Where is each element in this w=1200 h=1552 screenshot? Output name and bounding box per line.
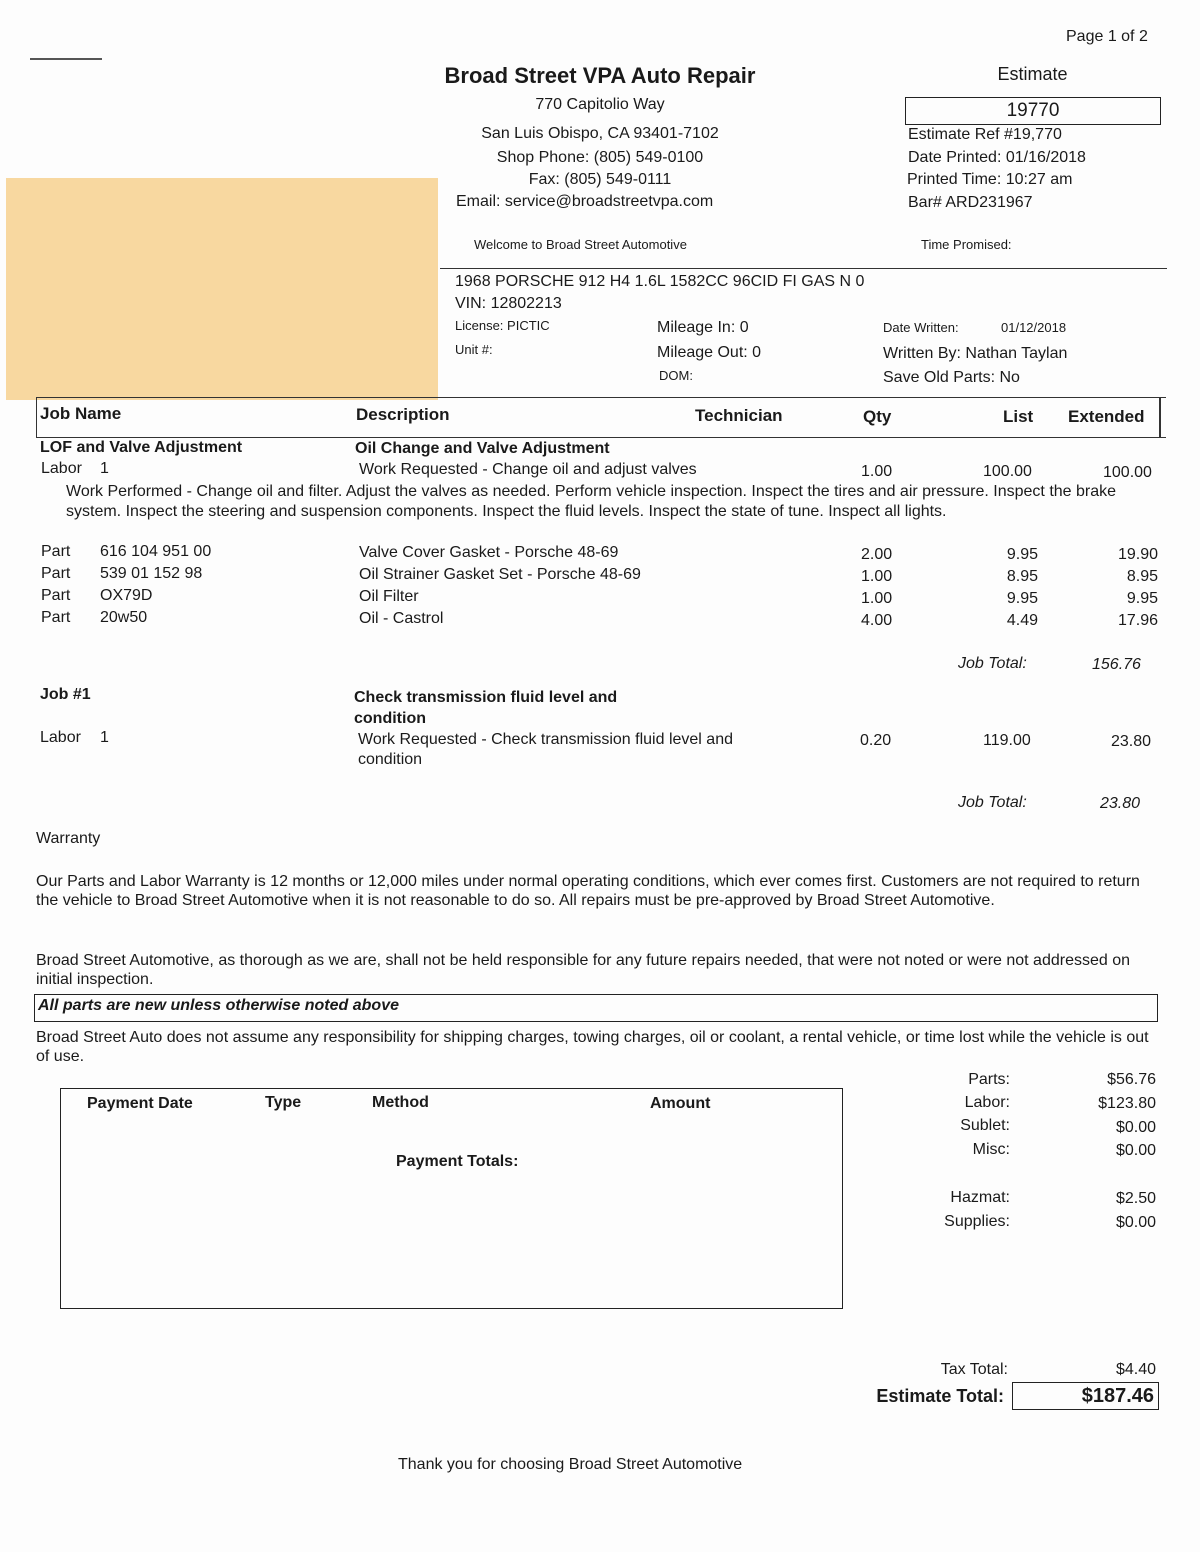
date-written-value: 01/12/2018 bbox=[1001, 320, 1067, 335]
time-promised: Time Promised: bbox=[921, 237, 1012, 252]
part-row-2-type: Part bbox=[41, 565, 71, 582]
job2-labor-list: 119.00 bbox=[983, 732, 1031, 749]
part-row-2-number: 539 01 152 98 bbox=[100, 565, 203, 582]
table-header-right-border bbox=[1159, 397, 1161, 437]
estimate-total-box bbox=[1012, 1382, 1159, 1410]
job2-total: 23.80 bbox=[1100, 795, 1141, 812]
job2-total-label: Job Total: bbox=[958, 794, 1027, 811]
written-by: Written By: Nathan Taylan bbox=[883, 345, 1068, 362]
welcome-message: Welcome to Broad Street Automotive bbox=[474, 237, 687, 252]
dom: DOM: bbox=[659, 368, 693, 383]
summary-misc-value: $0.00 bbox=[1115, 1142, 1156, 1159]
part-row-1-extended: 19.90 bbox=[1117, 546, 1158, 563]
table-header-top-line bbox=[36, 397, 1166, 398]
part-row-3-description: Oil Filter bbox=[359, 588, 419, 605]
job1-total: 156.76 bbox=[1092, 656, 1141, 673]
job1-work-performed: Work Performed - Change oil and filter. Adjust the valves as needed. Perform vehicle inspection. Inspect the tires and air pressure. Inspect the brake system. Inspect the steering and suspension components. Inspect the fluid levels. Inspect the state of tune. Inspect all lights. bbox=[66, 483, 1117, 520]
vehicle-unit: Unit #: bbox=[455, 342, 493, 357]
liability-text: Broad Street Automotive, as thorough as we are, shall not be held responsible for any future repairs needed, that were not noted or were not addressed on initial inspection. bbox=[36, 952, 1131, 988]
summary-hazmat-label: Hazmat: bbox=[950, 1189, 1010, 1206]
header-technician: Technician bbox=[695, 406, 783, 425]
part-row-3-type: Part bbox=[41, 587, 71, 604]
job1-labor-number: 1 bbox=[100, 460, 109, 477]
header-job-name: Job Name bbox=[40, 404, 122, 423]
payment-method-header: Method bbox=[372, 1094, 429, 1111]
part-row-1-number: 616 104 951 00 bbox=[100, 543, 212, 560]
part-row-1-list: 9.95 bbox=[1006, 546, 1038, 563]
part-row-3-extended: 9.95 bbox=[1126, 590, 1158, 607]
estimate-number: 19770 bbox=[1006, 100, 1060, 121]
part-row-4-type: Part bbox=[41, 609, 71, 626]
warranty-title: Warranty bbox=[36, 830, 101, 847]
summary-supplies-value: $0.00 bbox=[1115, 1214, 1156, 1231]
footer-thanks: Thank you for choosing Broad Street Automotive bbox=[398, 1456, 743, 1473]
estimate-total-label: Estimate Total: bbox=[876, 1386, 1004, 1406]
part-row-4-number: 20w50 bbox=[100, 609, 148, 626]
summary-supplies-label: Supplies: bbox=[944, 1213, 1010, 1230]
shop-name: Broad Street VPA Auto Repair bbox=[444, 63, 756, 88]
payment-type-header: Type bbox=[265, 1094, 302, 1111]
header-list: List bbox=[1003, 407, 1034, 426]
part-row-1-qty: 2.00 bbox=[861, 546, 893, 563]
estimate-ref: Estimate Ref #19,770 bbox=[908, 126, 1062, 143]
vehicle-license: License: PICTIC bbox=[455, 318, 550, 333]
summary-hazmat-value: $2.50 bbox=[1115, 1190, 1156, 1207]
part-row-4-qty: 4.00 bbox=[861, 612, 893, 629]
vehicle-vin: VIN: 12802213 bbox=[455, 295, 562, 312]
shipping-text: Broad Street Auto does not assume any responsibility for shipping charges, towing charges, oil or coolant, a rental vehicle, or time lost while the vehicle is out of use. bbox=[36, 1029, 1149, 1065]
job2-labor-label: Labor bbox=[40, 729, 81, 746]
job1-labor-list: 100.00 bbox=[983, 463, 1032, 480]
job2-title: Check transmission fluid level and condition bbox=[354, 689, 618, 727]
part-row-2-qty: 1.00 bbox=[861, 568, 893, 585]
date-printed: Date Printed: 01/16/2018 bbox=[908, 149, 1086, 166]
mileage-in: Mileage In: 0 bbox=[657, 319, 749, 336]
table-header-left-border bbox=[36, 397, 37, 437]
job1-labor-description: Work Requested - Change oil and adjust valves bbox=[359, 461, 697, 478]
job1-labor-extended: 100.00 bbox=[1103, 464, 1152, 481]
job2-labor-extended: 23.80 bbox=[1111, 733, 1152, 750]
save-old-parts: Save Old Parts: No bbox=[883, 369, 1020, 386]
shop-address-line1: 770 Capitolio Way bbox=[535, 96, 665, 113]
part-row-2-extended: 8.95 bbox=[1126, 568, 1158, 585]
date-written-label: Date Written: bbox=[883, 320, 959, 335]
payment-amount-header: Amount bbox=[650, 1095, 711, 1112]
summary-sublet-label: Sublet: bbox=[960, 1117, 1010, 1134]
job2-labor-description: Work Requested - Check transmission fluid level and condition bbox=[358, 731, 733, 768]
scan-mark bbox=[30, 58, 102, 60]
printed-time: Printed Time: 10:27 am bbox=[907, 171, 1073, 188]
summary-parts-value: $56.76 bbox=[1107, 1071, 1156, 1088]
vehicle-description: 1968 PORSCHE 912 H4 1.6L 1582CC 96CID FI GAS N 0 bbox=[455, 273, 865, 290]
shop-address-line2: San Luis Obispo, CA 93401-7102 bbox=[481, 125, 719, 142]
part-row-1-description: Valve Cover Gasket - Porsche 48-69 bbox=[359, 544, 619, 561]
document-type: Estimate bbox=[997, 64, 1068, 84]
tax-total-value: $4.40 bbox=[1115, 1361, 1156, 1378]
header-divider bbox=[440, 268, 1167, 269]
estimate-number-box bbox=[905, 97, 1161, 125]
mileage-out: Mileage Out: 0 bbox=[657, 344, 762, 361]
estimate-total-value: $187.46 bbox=[1081, 1385, 1154, 1407]
job1-labor-qty: 1.00 bbox=[861, 463, 893, 480]
part-row-2-list: 8.95 bbox=[1006, 568, 1038, 585]
page-number: Page 1 of 2 bbox=[1066, 28, 1148, 45]
summary-misc-label: Misc: bbox=[972, 1141, 1010, 1158]
part-row-3-qty: 1.00 bbox=[861, 590, 893, 607]
job2-name: Job #1 bbox=[40, 686, 91, 703]
part-row-4-description: Oil - Castrol bbox=[359, 610, 444, 627]
job2-labor-qty: 0.20 bbox=[860, 732, 892, 749]
new-parts-note: All parts are new unless otherwise noted above bbox=[38, 997, 399, 1014]
bar-number: Bar# ARD231967 bbox=[908, 194, 1033, 211]
shop-fax: Fax: (805) 549-0111 bbox=[528, 171, 672, 188]
job1-title: Oil Change and Valve Adjustment bbox=[355, 440, 610, 457]
tax-total-label: Tax Total: bbox=[940, 1361, 1008, 1378]
payment-date-header: Payment Date bbox=[87, 1095, 193, 1112]
summary-labor-label: Labor: bbox=[964, 1094, 1010, 1111]
new-parts-note-box bbox=[34, 994, 1158, 1022]
part-row-4-list: 4.49 bbox=[1006, 612, 1038, 629]
job2-labor-number: 1 bbox=[100, 729, 109, 746]
part-row-4-extended: 17.96 bbox=[1117, 612, 1158, 629]
part-row-1-type: Part bbox=[41, 543, 71, 560]
part-row-2-description: Oil Strainer Gasket Set - Porsche 48-69 bbox=[359, 566, 641, 583]
warranty-text: Our Parts and Labor Warranty is 12 months or 12,000 miles under normal operating conditions, which ever comes first. Customers are not required to return the vehicle to Broad Street Automotive when it is not reasonable to do so. All repairs must be pre-approved by Broad Street Automotive. bbox=[36, 873, 1140, 909]
payment-totals-label: Payment Totals: bbox=[396, 1153, 519, 1170]
table-header-bottom-line bbox=[36, 437, 1166, 438]
job1-name: LOF and Valve Adjustment bbox=[40, 439, 243, 456]
summary-sublet-value: $0.00 bbox=[1115, 1119, 1156, 1136]
redacted-area bbox=[6, 178, 438, 400]
header-description: Description bbox=[356, 405, 450, 424]
shop-email: Email: service@broadstreetvpa.com bbox=[456, 193, 714, 210]
summary-parts-label: Parts: bbox=[968, 1071, 1010, 1088]
part-row-3-list: 9.95 bbox=[1006, 590, 1038, 607]
summary-labor-value: $123.80 bbox=[1098, 1095, 1156, 1112]
header-extended: Extended bbox=[1068, 407, 1145, 426]
part-row-3-number: OX79D bbox=[100, 587, 153, 604]
job1-total-label: Job Total: bbox=[958, 655, 1027, 672]
payment-box bbox=[60, 1088, 843, 1309]
job1-labor-label: Labor bbox=[41, 460, 82, 477]
shop-phone: Shop Phone: (805) 549-0100 bbox=[496, 149, 704, 166]
header-qty: Qty bbox=[863, 407, 892, 426]
